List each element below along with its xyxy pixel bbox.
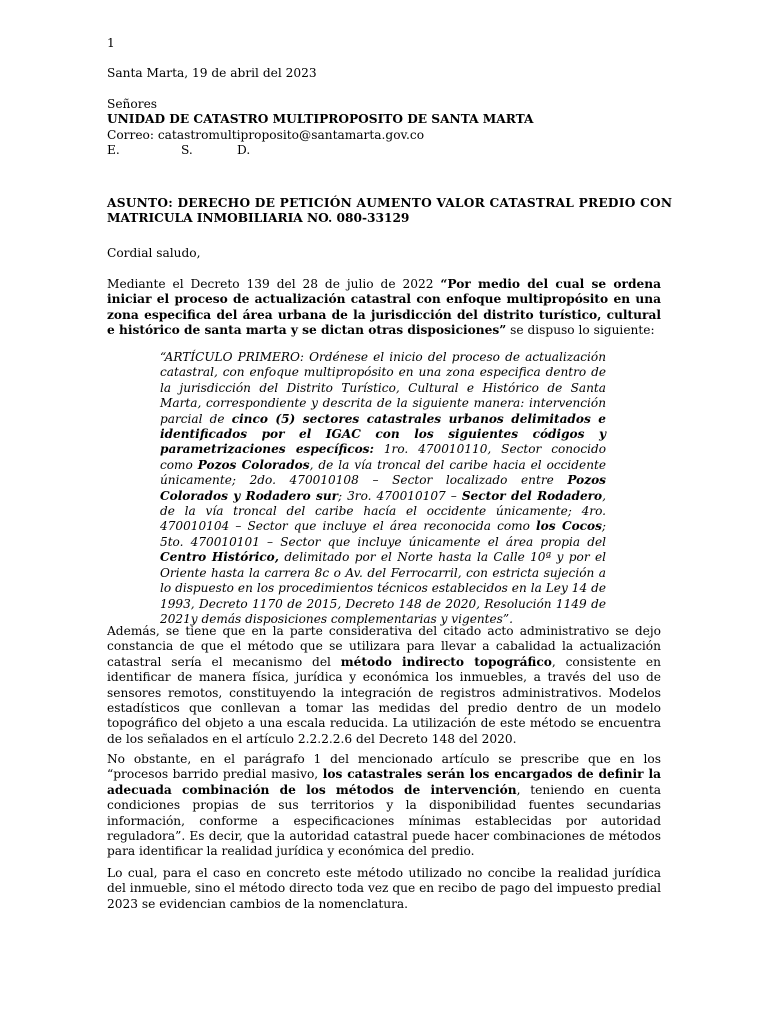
quote-text-3: , de la vía troncal del caribe hacia el occidente únicamente; 2do. 470010108 – Sector localizado entre (160, 457, 606, 488)
recipient-email: Correo: catastromultiproposito@santamarta.gov.co (107, 127, 425, 142)
recipient-block (107, 97, 661, 159)
subject (107, 196, 673, 227)
recipient-org: UNIDAD DE CATASTRO MULTIPROPOSITO DE SANTA MARTA (107, 112, 534, 127)
p3-text-3: Es decir, que la autoridad catastral puede hacer combinaciones de métodos para identificar la realidad jurídica y económica del predio. (107, 829, 661, 859)
paragraph-conclusion: Lo cual, para el caso en concreto este método utilizado no concibe la realidad jurídica del inmueble, sino el método directo toda vez que en recibo de pago del impuesto predial 2023 se evidencian cambios de la nomenclatura. (107, 866, 661, 911)
p2-bold-1: método indirecto topográfico (340, 654, 552, 669)
quote-text-4: ; 3ro. 470010107 – (338, 488, 462, 503)
p2-text-1: Además, se tiene que en la parte considerativa del citado acto administrativo se dejo constancia de que el método que se utilizara para llevar a cabalidad la actualización catastral sería el mecanismo del (107, 624, 661, 669)
subject-line-2: MATRICULA INMOBILIARIA NO. 080-33129 (107, 211, 410, 226)
eds-line (107, 143, 661, 158)
subject-line-1: ASUNTO: DERECHO DE PETICIÓN AUMENTO VALOR CATASTRAL PREDIO CON (107, 196, 673, 210)
quote-text-5: , de la vía troncal del caribe hacía el occidente únicamente; 4ro. 470010104 – Sector que incluye el área reconocida como (160, 488, 606, 534)
quote-text-1: “ARTÍCULO PRIMERO: Ordénese el inicio del proceso de actualización catastral, con enfoque multipropósito en una zona especifica dentro de la jurisdicción del Distrito Turístico, Cultural e Histórico de Santa Marta, correspondiente y descrita de la siguiente manera: intervención parcial de (160, 350, 606, 426)
p3-bold-1: los catastrales serán los encargados de definir la adecuada combinación de los métodos de intervención (107, 767, 661, 797)
article-quote (160, 350, 606, 627)
p1-lead: Mediante el Decreto 139 del 28 de julio de 2022 (107, 277, 441, 291)
recipient-greeting: Señores (107, 97, 158, 111)
eds-e: E. (107, 143, 120, 158)
quote-text-2: 1ro. 470010110, Sector conocido como (160, 442, 606, 472)
p3-text-1: No obstante, en el parágrafo 1 del mencionado artículo se prescribe que en los “procesos barrido predial masivo, (107, 752, 661, 782)
salutation: Cordial saludo, (107, 246, 201, 260)
quote-text-6: ; 5to. 470010101 – Sector que incluye únicamente el área propia del (160, 519, 606, 549)
eds-d: D. (237, 143, 251, 158)
quote-bold-3: Pozos Colorados y Rodadero sur (160, 473, 606, 503)
p2-text-2: , consistente en identificar de manera física, jurídica y económica los inmuebles, a través del uso de sensores remotos, constituyendo la integración de registros administrativos. Modelos estadísticos que conllevan a tomar las medidas del predio dentro de un modelo topográfico del objeto a una escala reducida. La utilización de este método se encuentra de los señalados en el artículo 2.2.2.2.6 del Decreto 148 del 2020. (107, 654, 661, 746)
date-line: Santa Marta, 19 de abril del 2023 (107, 66, 317, 80)
paragraph-paragrafo (107, 752, 661, 860)
eds-s: S. (181, 143, 193, 158)
quote-bold-4: Sector del Rodadero (461, 488, 603, 503)
quote-bold-5: los Cocos (536, 519, 602, 534)
p3-text-2: , teniendo en cuenta condiciones propias de sus territorios y la disponibilidad fuentes secundarias información, conforme a especificaciones mínimas establecidas por autoridad reguladora”. (107, 782, 661, 844)
quote-bold-1: cinco (5) sectores catastrales urbanos delimitados e identificados por el IGAC con los siguientes códigos y parametrizaciones específicos: (160, 411, 606, 457)
quote-text-7: delimitado por el Norte hasta la Calle 10ª y por el Oriente hasta la carrera 8c o Av. del Ferrocarril, con estricta sujeción a lo dispuesto en los procedimientos técnicos establecidos en la Ley 14 de 1993, Decreto 1170 de 2015, Decreto 148 de 2020, Resolución 1149 de 2021y demás disposiciones complementarias y vigentes”. (160, 550, 606, 626)
paragraph-decree (107, 277, 661, 339)
p1-tail: se dispuso lo siguiente: (506, 323, 655, 338)
quote-bold-2: Pozos Colorados (197, 457, 310, 472)
page-number: 1 (107, 36, 115, 50)
p1-quoted: “Por medio del cual se ordena iniciar el proceso de actualización catastral con enfoque multipropósito en una zona especifica del área urbana de la jurisdicción del distrito turístico, cultural e histórico de santa marta y se dictan otras disposiciones” (107, 277, 661, 338)
quote-bold-6: Centro Histórico, (160, 550, 279, 565)
paragraph-method (107, 624, 661, 747)
